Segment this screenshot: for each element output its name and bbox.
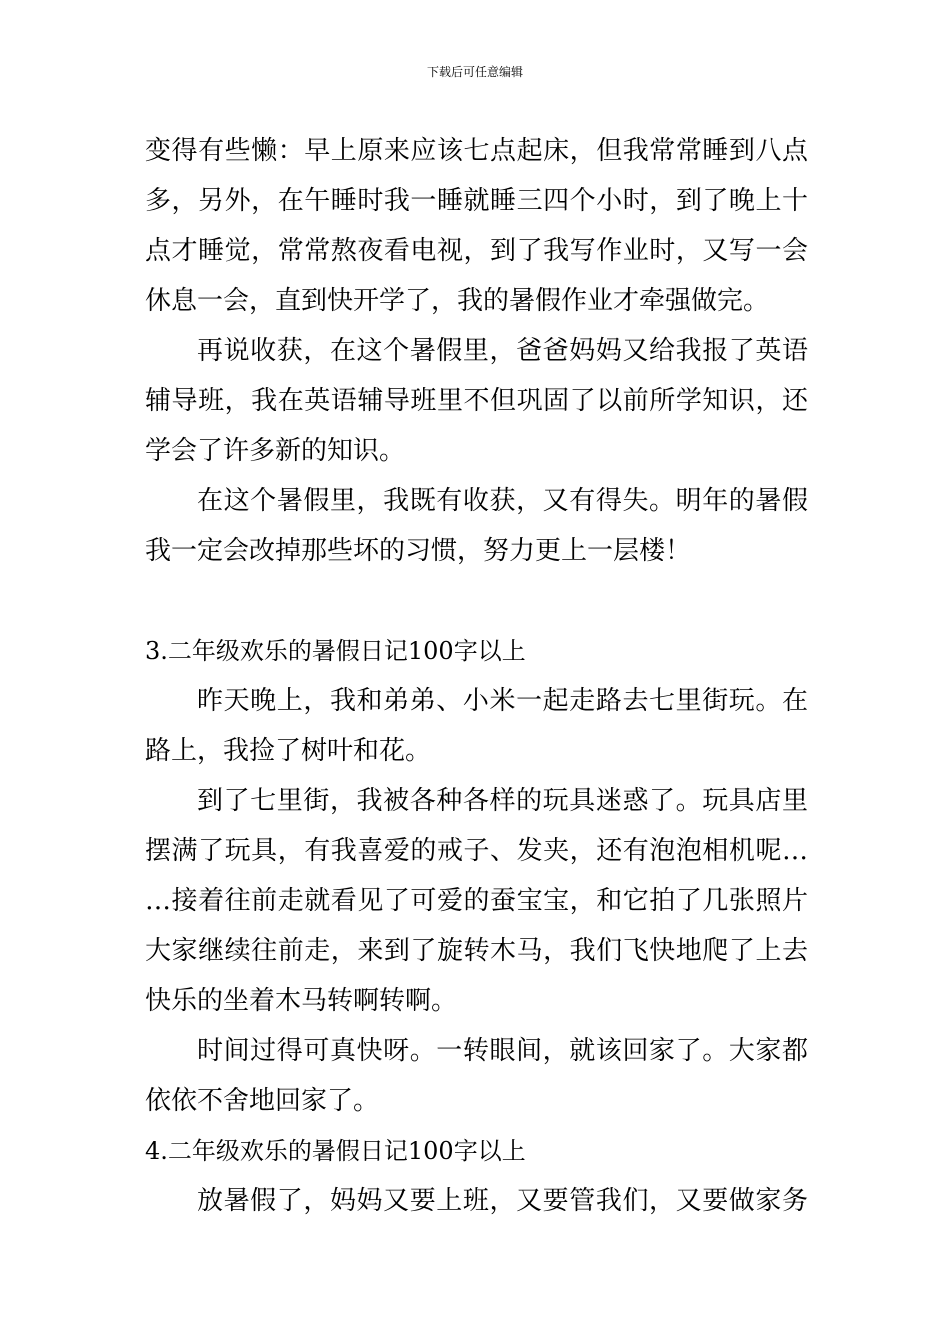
text-line: 摆满了玩具，有我喜爱的戒子、发夹，还有泡泡相机呢… xyxy=(145,836,808,866)
text-line: 再说收获，在这个暑假里，爸爸妈妈又给我报了英语 xyxy=(197,336,808,366)
text-line: 在这个暑假里，我既有收获，又有得失。明年的暑假 xyxy=(197,486,808,516)
text-line: 点才睡觉，常常熬夜看电视，到了我写作业时，又写一会 xyxy=(145,236,808,266)
text-line: 多，另外，在午睡时我一睡就睡三四个小时，到了晚上十 xyxy=(145,186,808,216)
text-line: 放暑假了，妈妈又要上班，又要管我们，又要做家务 xyxy=(197,1186,808,1216)
text-line: 到了七里街，我被各种各样的玩具迷惑了。玩具店里 xyxy=(197,786,808,816)
section-heading: 4.二年级欢乐的暑假日记100字以上 xyxy=(145,1137,526,1165)
document-body xyxy=(145,126,808,1226)
text-line: 快乐的坐着木马转啊转啊。 xyxy=(145,986,458,1016)
text-line: 时间过得可真快呀。一转眼间，就该回家了。大家都 xyxy=(197,1036,808,1066)
text-line: 学会了许多新的知识。 xyxy=(145,436,406,466)
section-heading: 3.二年级欢乐的暑假日记100字以上 xyxy=(145,637,526,665)
spacer xyxy=(145,576,808,626)
text-line: 我一定会改掉那些坏的习惯，努力更上一层楼！ xyxy=(145,536,692,566)
text-line: 辅导班，我在英语辅导班里不但巩固了以前所学知识，还 xyxy=(145,386,808,416)
text-line: 变得有些懒：早上原来应该七点起床，但我常常睡到八点 xyxy=(145,136,808,166)
text-line: 大家继续往前走，来到了旋转木马，我们飞快地爬了上去 xyxy=(145,936,808,966)
text-line: 依依不舍地回家了。 xyxy=(145,1086,380,1116)
text-line: 昨天晚上，我和弟弟、小米一起走路去七里街玩。在 xyxy=(197,686,808,716)
text-line: 路上，我捡了树叶和花。 xyxy=(145,736,432,766)
text-line: 休息一会，直到快开学了，我的暑假作业才牵强做完。 xyxy=(145,286,770,316)
page-header: 下载后可任意编辑 xyxy=(426,65,523,79)
text-line: …接着往前走就看见了可爱的蚕宝宝，和它拍了几张照片 xyxy=(145,886,808,916)
